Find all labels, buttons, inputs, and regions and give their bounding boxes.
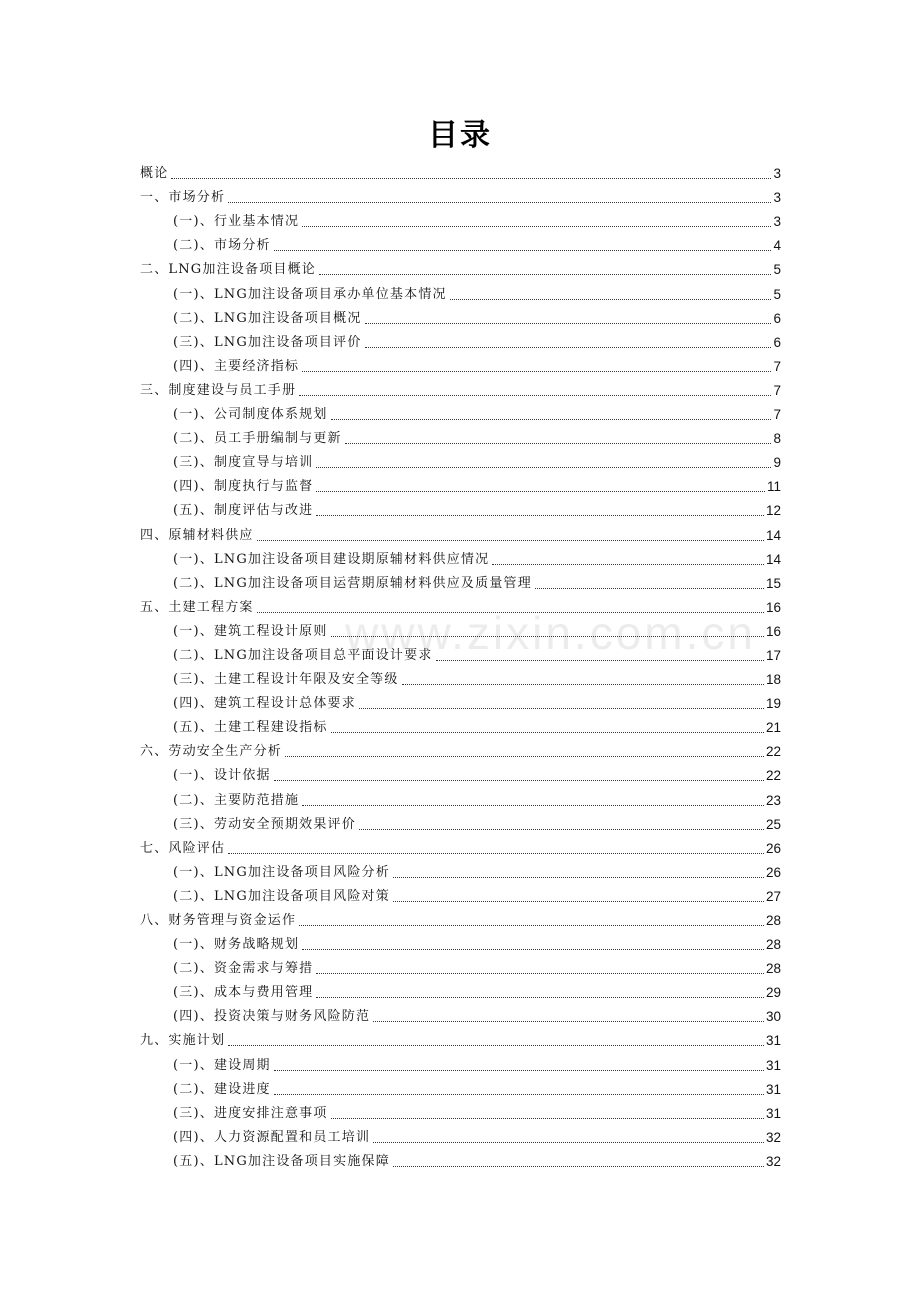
toc-page-number: 31 xyxy=(765,1033,781,1049)
toc-entry-label: (二)、LNG加注设备项目概况 xyxy=(173,310,362,326)
toc-chapter-entry[interactable] xyxy=(140,835,781,859)
dot-leader xyxy=(274,1093,764,1095)
table-of-contents xyxy=(140,160,781,1172)
toc-section-entry[interactable] xyxy=(140,1076,781,1100)
toc-section-entry[interactable] xyxy=(140,208,781,232)
toc-page-number: 6 xyxy=(773,334,781,350)
watermark: www.zixin.com.cn xyxy=(345,607,756,659)
dot-leader xyxy=(228,852,764,854)
toc-page-number: 17 xyxy=(765,647,781,663)
dot-leader xyxy=(365,322,772,324)
toc-page-number: 15 xyxy=(765,575,781,591)
dot-leader xyxy=(316,490,765,492)
toc-page-number: 14 xyxy=(765,551,781,567)
toc-entry-label: (三)、劳动安全预期效果评价 xyxy=(173,816,356,832)
dot-leader xyxy=(345,442,772,444)
toc-section-entry[interactable] xyxy=(140,618,781,642)
toc-entry-label: 七、风险评估 xyxy=(140,840,226,856)
toc-page-number: 6 xyxy=(773,310,781,326)
dot-leader xyxy=(331,635,764,637)
toc-entry-label: (一)、财务战略规划 xyxy=(173,937,300,953)
toc-page-number: 25 xyxy=(765,816,781,832)
dot-leader xyxy=(373,1020,764,1022)
dot-leader xyxy=(228,201,771,203)
toc-chapter-entry[interactable] xyxy=(140,521,781,545)
toc-section-entry[interactable] xyxy=(140,666,781,690)
toc-entry-label: (三)、LNG加注设备项目评价 xyxy=(173,334,362,350)
toc-section-entry[interactable] xyxy=(140,762,781,786)
toc-section-entry[interactable] xyxy=(140,305,781,329)
toc-section-entry[interactable] xyxy=(140,1003,781,1027)
toc-section-entry[interactable] xyxy=(140,280,781,304)
dot-leader xyxy=(274,1069,764,1071)
toc-page-number: 3 xyxy=(773,214,781,230)
toc-page-number: 28 xyxy=(765,937,781,953)
toc-page-number: 5 xyxy=(773,286,781,302)
toc-entry-label: (三)、制度宣导与培训 xyxy=(173,455,314,471)
toc-page-number: 3 xyxy=(773,166,781,182)
toc-page-number: 28 xyxy=(765,961,781,977)
toc-section-entry[interactable] xyxy=(140,449,781,473)
toc-entry-label: 概论 xyxy=(140,166,169,182)
toc-page-number: 26 xyxy=(765,840,781,856)
toc-section-entry[interactable] xyxy=(140,570,781,594)
dot-leader xyxy=(393,876,764,878)
toc-chapter-entry[interactable] xyxy=(140,160,781,184)
toc-entry-label: (二)、LNG加注设备项目风险对策 xyxy=(173,888,390,904)
toc-section-entry[interactable] xyxy=(140,425,781,449)
toc-section-entry[interactable] xyxy=(140,931,781,955)
toc-section-entry[interactable] xyxy=(140,353,781,377)
dot-leader xyxy=(257,611,764,613)
toc-chapter-entry[interactable] xyxy=(140,738,781,762)
toc-entry-label: (二)、建设进度 xyxy=(173,1081,271,1097)
toc-page-number: 11 xyxy=(766,479,781,495)
toc-page-number: 7 xyxy=(773,382,781,398)
toc-section-entry[interactable] xyxy=(140,811,781,835)
dot-leader xyxy=(316,466,771,468)
toc-entry-label: 一、市场分析 xyxy=(140,190,226,206)
toc-entry-label: (一)、行业基本情况 xyxy=(173,214,300,230)
toc-page-number: 32 xyxy=(765,1129,781,1145)
toc-page-number: 18 xyxy=(765,672,781,688)
toc-section-entry[interactable] xyxy=(140,979,781,1003)
toc-page-number: 16 xyxy=(765,623,781,639)
dot-leader xyxy=(302,225,771,227)
toc-section-entry[interactable] xyxy=(140,1051,781,1075)
dot-leader xyxy=(359,828,764,830)
dot-leader xyxy=(359,707,764,709)
toc-entry-label: (五)、土建工程建设指标 xyxy=(173,720,328,736)
toc-page-number: 22 xyxy=(765,768,781,784)
toc-entry-label: (二)、资金需求与筹措 xyxy=(173,961,314,977)
toc-page-number: 4 xyxy=(773,238,781,254)
toc-page-number: 31 xyxy=(765,1057,781,1073)
toc-chapter-entry[interactable] xyxy=(140,907,781,931)
dot-leader xyxy=(302,370,771,372)
toc-section-entry[interactable] xyxy=(140,497,781,521)
dot-leader xyxy=(402,683,764,685)
toc-entry-label: (二)、LNG加注设备项目运营期原辅材料供应及质量管理 xyxy=(173,575,532,591)
toc-entry-label: (二)、主要防范措施 xyxy=(173,792,300,808)
toc-entry-label: (一)、LNG加注设备项目风险分析 xyxy=(173,864,390,880)
toc-section-entry[interactable] xyxy=(140,401,781,425)
toc-entry-label: (一)、LNG加注设备项目建设期原辅材料供应情况 xyxy=(173,551,490,567)
toc-section-entry[interactable] xyxy=(140,642,781,666)
toc-section-entry[interactable] xyxy=(140,786,781,810)
toc-page-number: 27 xyxy=(765,888,781,904)
toc-entry-label: (二)、员工手册编制与更新 xyxy=(173,431,342,447)
toc-page-number: 12 xyxy=(765,503,781,519)
toc-entry-label: (四)、建筑工程设计总体要求 xyxy=(173,696,356,712)
toc-section-entry[interactable] xyxy=(140,1124,781,1148)
toc-section-entry[interactable] xyxy=(140,690,781,714)
dot-leader xyxy=(257,539,764,541)
dot-leader xyxy=(319,273,771,275)
toc-entry-label: (一)、建设周期 xyxy=(173,1057,271,1073)
dot-leader xyxy=(492,563,764,565)
toc-entry-label: (二)、LNG加注设备项目总平面设计要求 xyxy=(173,647,433,663)
dot-leader xyxy=(274,779,764,781)
dot-leader xyxy=(316,514,764,516)
toc-entry-label: (一)、LNG加注设备项目承办单位基本情况 xyxy=(173,286,447,302)
toc-entry-label: 二、LNG加注设备项目概论 xyxy=(140,262,316,278)
dot-leader xyxy=(316,996,764,998)
toc-entry-label: (一)、建筑工程设计原则 xyxy=(173,623,328,639)
dot-leader xyxy=(450,298,772,300)
dot-leader xyxy=(274,249,772,251)
dot-leader xyxy=(171,177,771,179)
dot-leader xyxy=(535,587,764,589)
toc-section-entry[interactable] xyxy=(140,473,781,497)
toc-section-entry[interactable] xyxy=(140,955,781,979)
toc-entry-label: 五、土建工程方案 xyxy=(140,599,254,615)
toc-entry-label: 六、劳动安全生产分析 xyxy=(140,744,283,760)
toc-entry-label: (四)、投资决策与财务风险防范 xyxy=(173,1009,371,1025)
toc-entry-label: (四)、主要经济指标 xyxy=(173,358,300,374)
dot-leader xyxy=(331,418,772,420)
toc-page-number: 23 xyxy=(765,792,781,808)
toc-entry-label: (五)、LNG加注设备项目实施保障 xyxy=(173,1153,390,1169)
toc-chapter-entry[interactable] xyxy=(140,377,781,401)
dot-leader xyxy=(331,1117,764,1119)
toc-entry-label: 四、原辅材料供应 xyxy=(140,527,254,543)
toc-entry-label: (五)、制度评估与改进 xyxy=(173,503,314,519)
dot-leader xyxy=(393,900,764,902)
page-title: 目录 xyxy=(428,118,492,153)
toc-entry-label: (三)、进度安排注意事项 xyxy=(173,1105,328,1121)
dot-leader xyxy=(228,1044,764,1046)
toc-entry-label: 八、财务管理与资金运作 xyxy=(140,913,297,928)
dot-leader xyxy=(436,659,764,661)
toc-section-entry[interactable] xyxy=(140,329,781,353)
dot-leader xyxy=(299,394,771,396)
toc-page-number: 19 xyxy=(765,696,781,712)
toc-chapter-entry[interactable] xyxy=(140,1027,781,1051)
dot-leader xyxy=(285,755,764,757)
toc-section-entry[interactable] xyxy=(140,546,781,570)
dot-leader xyxy=(316,972,764,974)
toc-chapter-entry[interactable] xyxy=(140,594,781,618)
dot-leader xyxy=(365,346,772,348)
toc-chapter-entry[interactable] xyxy=(140,184,781,208)
toc-section-entry[interactable] xyxy=(140,859,781,883)
toc-section-entry[interactable] xyxy=(140,1100,781,1124)
toc-entry-label: (三)、成本与费用管理 xyxy=(173,985,314,1001)
toc-section-entry[interactable] xyxy=(140,1148,781,1172)
toc-page-number: 9 xyxy=(773,455,781,471)
toc-entry-label: (三)、土建工程设计年限及安全等级 xyxy=(173,672,399,688)
toc-section-entry[interactable] xyxy=(140,714,781,738)
toc-page-number: 32 xyxy=(765,1153,781,1169)
toc-entry-label: (一)、设计依据 xyxy=(173,768,271,784)
toc-entry-label: (一)、公司制度体系规划 xyxy=(173,407,328,423)
dot-leader xyxy=(299,924,764,926)
toc-entry-label: 九、实施计划 xyxy=(140,1033,226,1049)
toc-page-number: 21 xyxy=(765,720,781,736)
toc-page-number: 28 xyxy=(765,913,781,928)
toc-page-number: 5 xyxy=(773,262,781,278)
toc-entry-label: (四)、人力资源配置和员工培训 xyxy=(173,1129,371,1145)
toc-chapter-entry[interactable] xyxy=(140,256,781,280)
dot-leader xyxy=(393,1165,764,1167)
toc-page-number: 3 xyxy=(773,190,781,206)
dot-leader xyxy=(302,948,764,950)
dot-leader xyxy=(302,804,764,806)
toc-page-number: 7 xyxy=(773,407,781,423)
dot-leader xyxy=(373,1141,764,1143)
toc-page-number: 29 xyxy=(765,985,781,1001)
toc-page-number: 14 xyxy=(765,527,781,543)
toc-page-number: 31 xyxy=(765,1081,781,1097)
dot-leader xyxy=(331,731,764,733)
toc-page-number: 26 xyxy=(765,864,781,880)
toc-entry-label: (四)、制度执行与监督 xyxy=(173,479,314,495)
toc-section-entry[interactable] xyxy=(140,232,781,256)
toc-page-number: 31 xyxy=(765,1105,781,1121)
toc-page-number: 7 xyxy=(773,358,781,374)
toc-section-entry[interactable] xyxy=(140,883,781,907)
toc-entry-label: (二)、市场分析 xyxy=(173,238,271,254)
toc-page-number: 30 xyxy=(765,1009,781,1025)
toc-page-number: 22 xyxy=(765,744,781,760)
toc-entry-label: 三、制度建设与员工手册 xyxy=(140,382,297,398)
toc-page-number: 8 xyxy=(773,431,781,447)
toc-page-number: 16 xyxy=(765,599,781,615)
